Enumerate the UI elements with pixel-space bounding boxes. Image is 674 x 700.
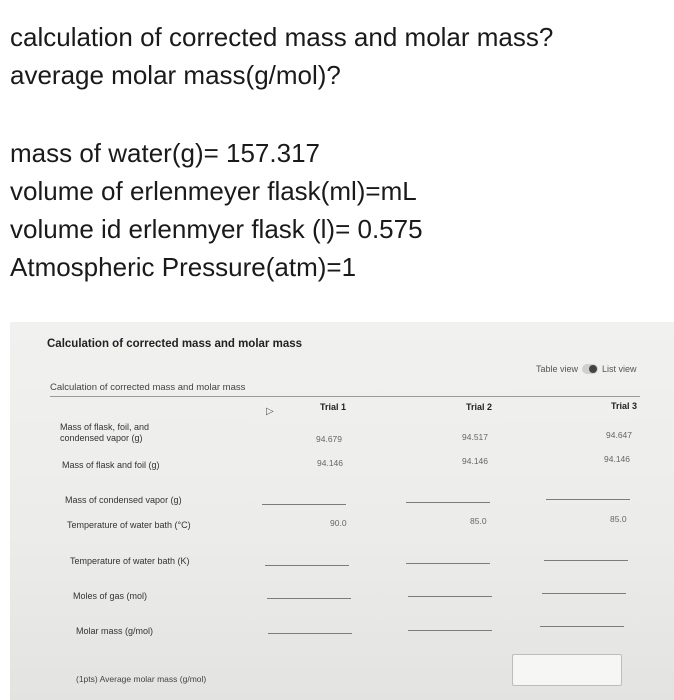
- cell-mass-flask-foil-trial-2: 94.146: [462, 456, 488, 466]
- input-molar-mass-trial-2[interactable]: [408, 630, 492, 631]
- list-view-label[interactable]: List view: [602, 364, 637, 374]
- cell-temp-water-bath-c-trial-1: 90.0: [330, 518, 347, 528]
- cell-temp-water-bath-c-trial-2: 85.0: [470, 516, 487, 526]
- panel-title: Calculation of corrected mass and molar mass: [47, 338, 303, 350]
- question-line-2: average molar mass(g/mol)?: [10, 60, 341, 90]
- input-mass-condensed-vapor-trial-1[interactable]: [262, 504, 346, 505]
- question-line-6: Atmospheric Pressure(atm)=1: [10, 252, 357, 282]
- cell-mass-flask-foil-trial-3: 94.146: [604, 454, 630, 464]
- cell-mass-flask-foil-trial-1: 94.146: [317, 458, 343, 468]
- worksheet-photo: [10, 322, 674, 700]
- input-moles-gas-trial-2[interactable]: [408, 596, 492, 597]
- input-mass-condensed-vapor-trial-2[interactable]: [406, 502, 490, 503]
- table-view-label[interactable]: Table view: [536, 364, 579, 374]
- row-label-molar-mass: Molar mass (g/mol): [76, 626, 154, 636]
- input-temp-water-bath-k-trial-2[interactable]: [406, 563, 490, 564]
- row-label-moles-gas: Moles of gas (mol): [73, 591, 148, 601]
- table-caption: Calculation of corrected mass and molar mass: [50, 382, 246, 393]
- row-label-line: condensed vapor (g): [60, 433, 143, 443]
- input-molar-mass-trial-1[interactable]: [268, 633, 352, 634]
- question-line-1: calculation of corrected mass and molar mass?: [10, 22, 554, 52]
- input-mass-condensed-vapor-trial-3[interactable]: [546, 499, 630, 500]
- average-molar-mass-input[interactable]: [512, 654, 622, 686]
- average-molar-mass-label: (1pts) Average molar mass (g/mol): [76, 674, 207, 684]
- row-label-temp-water-bath-k: Temperature of water bath (K): [70, 556, 190, 566]
- row-label-temp-water-bath-c: Temperature of water bath (°C): [67, 520, 191, 530]
- input-moles-gas-trial-3[interactable]: [542, 593, 626, 594]
- question-line-3: mass of water(g)= 157.317: [10, 138, 320, 168]
- column-header-trial-1: Trial 1: [320, 402, 347, 412]
- input-temp-water-bath-k-trial-3[interactable]: [544, 560, 628, 561]
- question-line-4: volume of erlenmeyer flask(ml)=mL: [10, 176, 417, 206]
- row-label-mass-flask-foil: Mass of flask and foil (g): [62, 460, 160, 470]
- column-header-trial-2: Trial 2: [466, 402, 493, 412]
- toggle-switch-icon[interactable]: [582, 364, 598, 374]
- input-molar-mass-trial-3[interactable]: [540, 626, 624, 627]
- row-label-mass-condensed-vapor: Mass of condensed vapor (g): [65, 495, 182, 505]
- view-toggle[interactable]: [536, 364, 637, 374]
- row-label-mass-flask-foil-vapor: [60, 422, 149, 444]
- cell-mass-flask-foil-vapor-trial-2: 94.517: [462, 432, 488, 442]
- cell-temp-water-bath-c-trial-3: 85.0: [610, 514, 627, 524]
- mouse-cursor-icon: ▷: [266, 406, 274, 417]
- input-moles-gas-trial-1[interactable]: [267, 598, 351, 599]
- column-header-trial-3: Trial 3: [611, 401, 638, 411]
- table-header-divider: [50, 396, 640, 397]
- input-temp-water-bath-k-trial-1[interactable]: [265, 565, 349, 566]
- row-label-line: Mass of flask, foil, and: [60, 422, 150, 432]
- cell-mass-flask-foil-vapor-trial-3: 94.647: [606, 430, 632, 440]
- cell-mass-flask-foil-vapor-trial-1: 94.679: [316, 434, 342, 444]
- question-line-5: volume id erlenmyer flask (l)= 0.575: [10, 214, 423, 244]
